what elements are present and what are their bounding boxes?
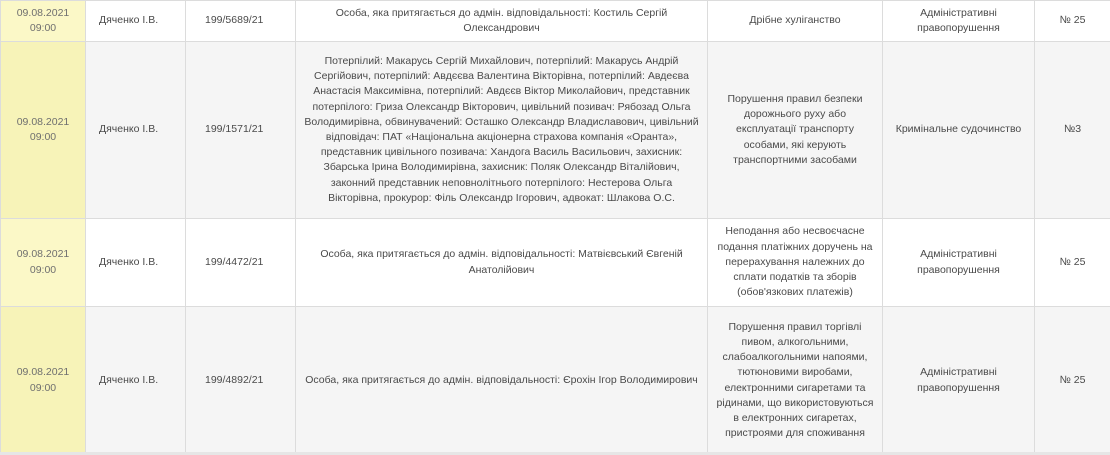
proceeding-type: Адміністративні правопорушення [883,307,1035,455]
case-parties: Особа, яка притягається до адмін. відповідальності: Костиль Сергій Олександрович [296,1,708,42]
judge-name: Дяченко І.В. [86,307,186,455]
hearing-time: 09:00 [29,131,57,143]
hearing-date-cell [1,307,86,455]
table-row [1,1,1110,42]
courtroom-number: №3 [1035,42,1110,219]
hearing-time: 09:00 [29,263,57,276]
table-row [1,307,1110,455]
proceeding-type: Адміністративні правопорушення [883,219,1035,307]
case-parties: Потерпілий: Макарусь Сергій Михайлович, потерпілий: Макарусь Андрій Сергійович, потерпілий: Авдєєва Валентина Вікторівна, потерпілий: Авдеєва Анастасія Максимівна, потерпілий: Авдєєв Віктор Миколайович, представник потерпілого: Гриза Олександр Вікторович, цивільний позивач: Рябозад Ольга Володимирівна, обвинувачений: Осташко Олександр Владиславович, цивільний відповідач: ПАТ «Національна акціонерна страхова компанія «Оранта», представник цивільного позивача: Хандога Василь Васильович, захисник: Збарська Ірина Володимирівна, захисник: Поляк Олександр Віталійович, законний представник неповнолітнього потерпілого: Нестерова Ольга Вікторівна, прокурор: Філь Олександр Ігорович, адвокат: Шлакова О.С. [296,42,708,219]
hearing-time: 09:00 [29,381,57,394]
case-description: Дрібне хуліганство [708,1,883,42]
hearing-date: 09.08.2021 [16,248,70,261]
courtroom-number: № 25 [1035,1,1110,42]
case-number: 199/4892/21 [186,307,296,455]
hearing-time: 09:00 [29,22,57,34]
courtroom-number: № 25 [1035,219,1110,307]
hearing-date: 09.08.2021 [16,115,70,128]
proceeding-type: Кримінальне судочинство [883,42,1035,219]
case-parties: Особа, яка притягається до адмін. відповідальності: Єрохін Ігор Володимирович [296,307,708,455]
judge-name: Дяченко І.В. [86,42,186,219]
case-parties: Особа, яка притягається до адмін. відповідальності: Матвієвський Євгеній Анатолійович [296,219,708,307]
case-number: 199/4472/21 [186,219,296,307]
hearing-date: 09.08.2021 [16,6,70,19]
hearing-date-cell [1,219,86,307]
hearing-date-cell [1,1,86,42]
case-number: 199/5689/21 [186,1,296,42]
judge-name: Дяченко І.В. [86,219,186,307]
case-description: Порушення правил торгівлі пивом, алкогольними, слабоалкогольними напоями, тютюновими виробами, електронними сигаретами та рідинами, що використовуються в електронних сигаретах, пристроями для споживання [708,307,883,455]
case-number: 199/1571/21 [186,42,296,219]
courtroom-number: № 25 [1035,307,1110,455]
case-description: Неподання або несвоєчасне подання платіжних доручень на перерахування належних до сплати податків та зборів (обов'язкових платежів) [708,219,883,307]
judge-name: Дяченко І.В. [86,1,186,42]
proceeding-type: Адміністративні правопорушення [883,1,1035,42]
hearing-date-cell [1,42,86,219]
table-row [1,42,1110,219]
hearing-date: 09.08.2021 [16,366,70,379]
table-row [1,219,1110,307]
case-description: Порушення правил безпеки дорожнього руху або експлуатації транспорту особами, які керують транспортними засобами [708,42,883,219]
